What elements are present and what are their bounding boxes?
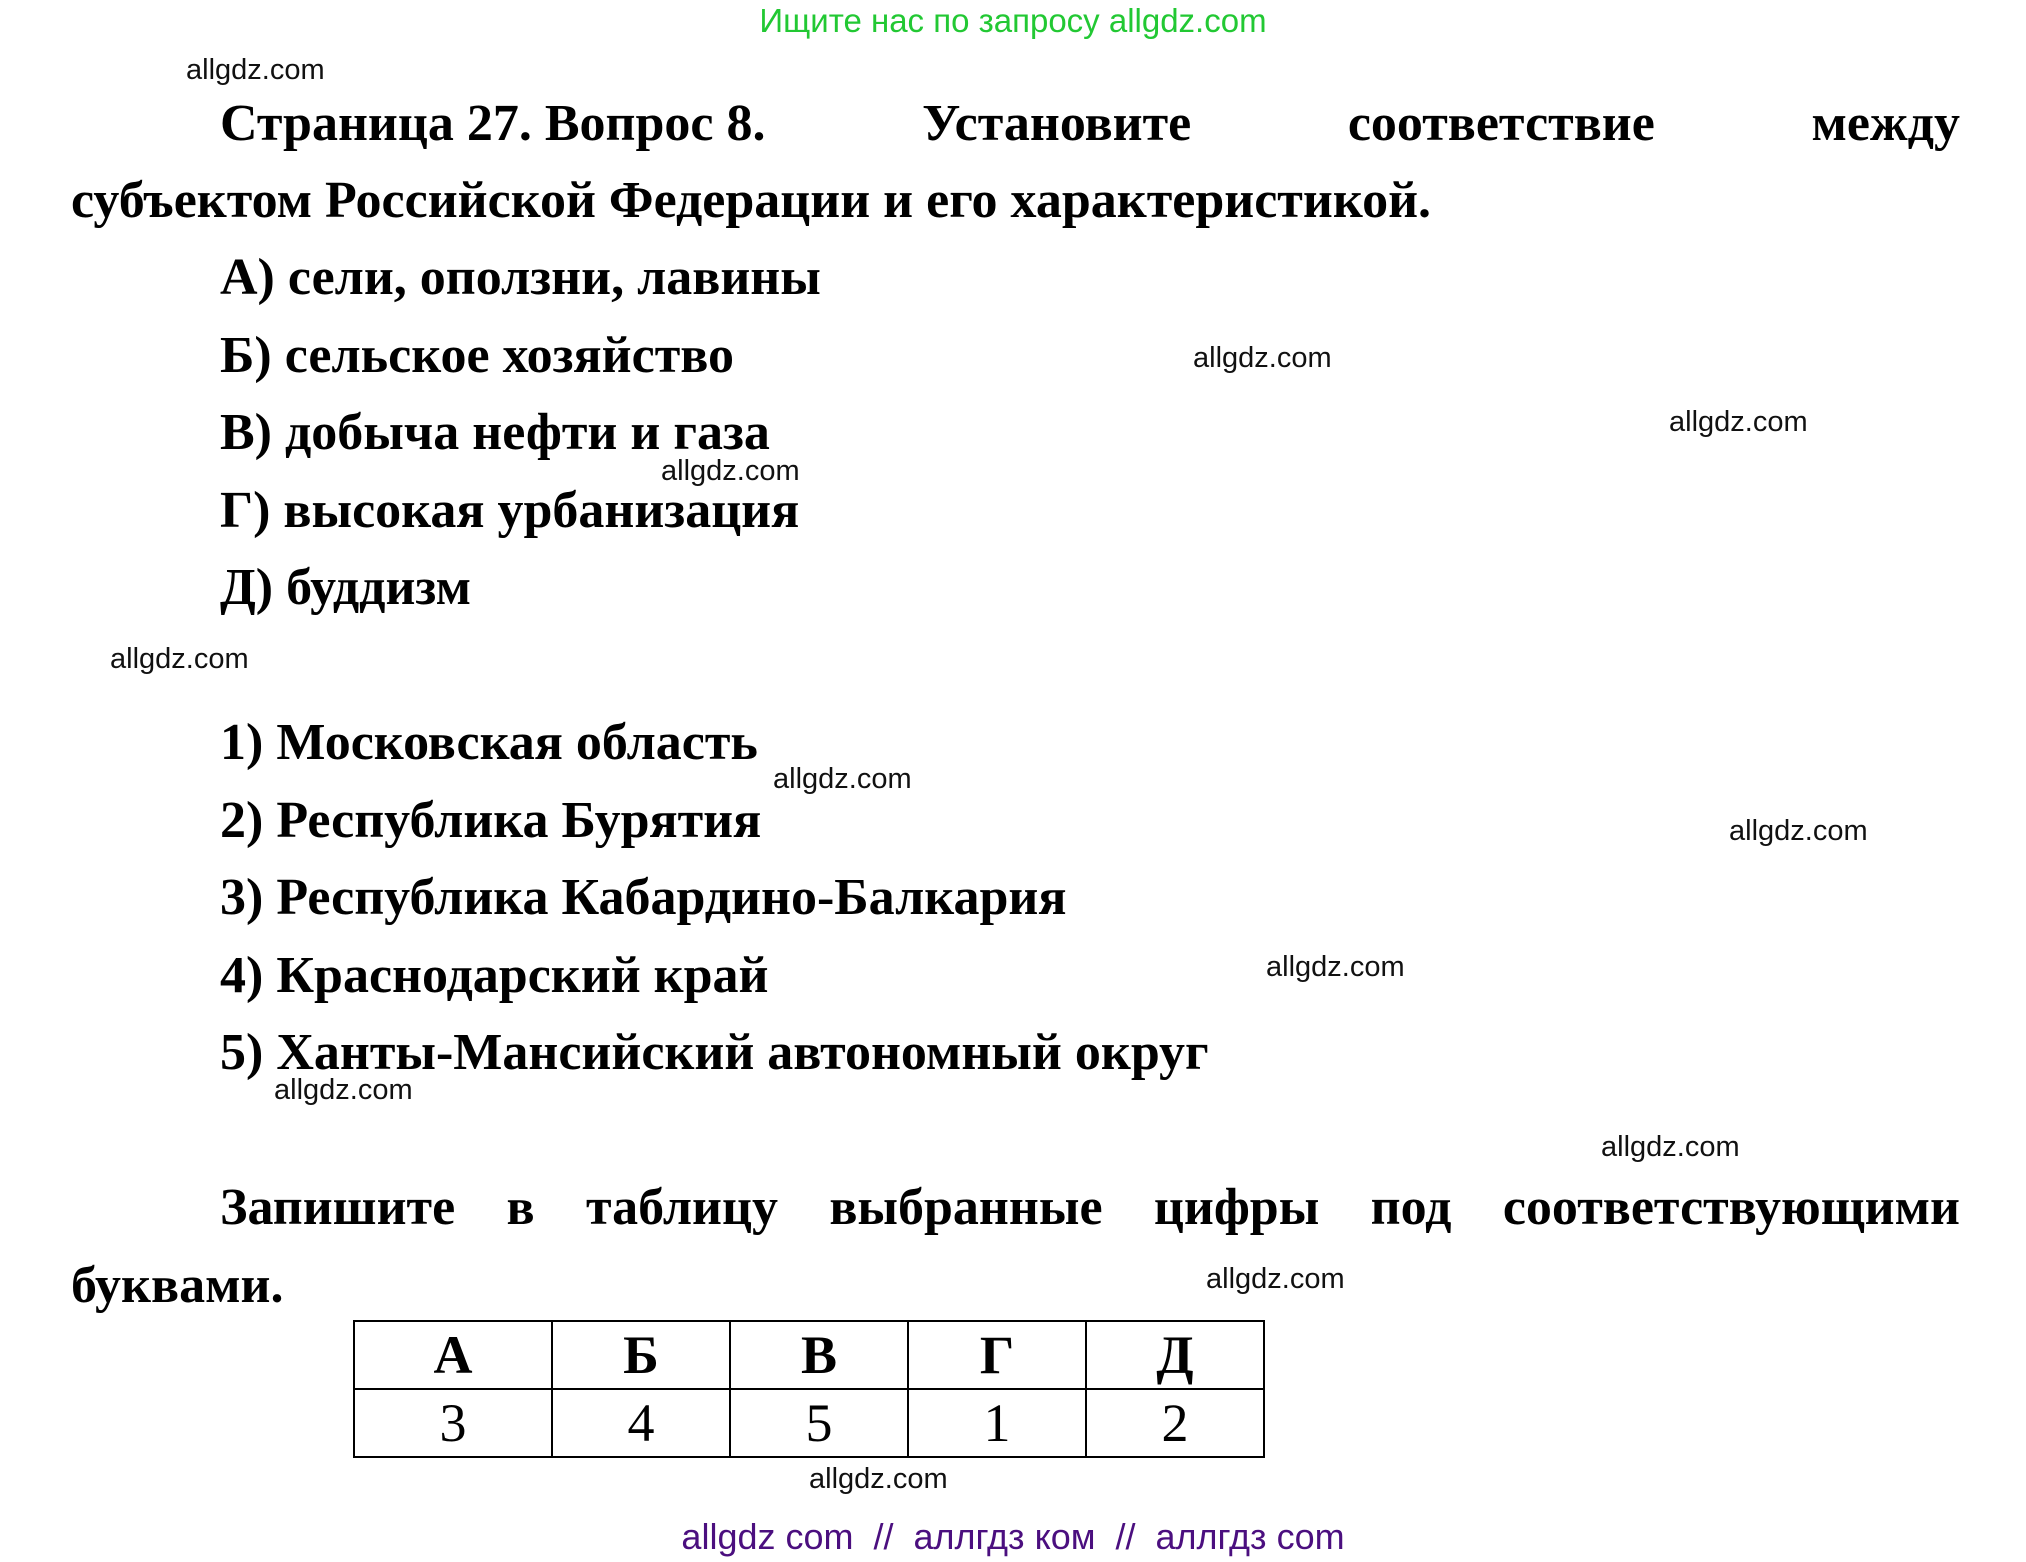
answer-table-value-row: [354, 1389, 1264, 1457]
answer-table: [353, 1320, 1265, 1458]
instruction-word: таблицу: [585, 1179, 778, 1236]
watermark: allgdz.com: [809, 1463, 948, 1495]
instruction-word: цифры: [1153, 1179, 1320, 1236]
watermark: allgdz.com: [186, 54, 325, 86]
title-word: Установите: [922, 95, 1192, 152]
title-word: между: [1811, 95, 1960, 152]
answer-table-header-row: [354, 1321, 1264, 1389]
title-word: соответствие: [1347, 95, 1655, 152]
instruction-word: Запишите: [220, 1179, 456, 1236]
watermark: allgdz.com: [1601, 1131, 1740, 1163]
header-cell-v: В: [730, 1321, 908, 1389]
characteristic-v: В) добыча нефти и газа: [220, 404, 770, 461]
instruction: [220, 1178, 1960, 1238]
header-cell-g: Г: [908, 1321, 1086, 1389]
question-title-line2: субъектом Российской Федерации и его характеристикой.: [71, 172, 1432, 229]
watermark: allgdz.com: [274, 1074, 413, 1106]
header-cell-d: Д: [1086, 1321, 1264, 1389]
watermark: allgdz.com: [773, 763, 912, 795]
value-cell-g: 1: [908, 1389, 1086, 1457]
watermark: allgdz.com: [1729, 815, 1868, 847]
instruction-word: выбранные: [829, 1179, 1103, 1236]
watermark: allgdz.com: [110, 643, 249, 675]
instruction-word: в: [506, 1179, 535, 1236]
watermark: allgdz.com: [1193, 342, 1332, 374]
instruction-word: под: [1370, 1179, 1452, 1236]
value-cell-d: 2: [1086, 1389, 1264, 1457]
header-cell-b: Б: [552, 1321, 730, 1389]
characteristic-b: Б) сельское хозяйство: [220, 327, 734, 384]
watermark: allgdz.com: [661, 455, 800, 487]
characteristic-a: А) сели, оползни, лавины: [220, 249, 821, 306]
subject-1: 1) Московская область: [220, 714, 758, 771]
subject-3: 3) Республика Кабардино-Балкария: [220, 869, 1067, 926]
watermark: allgdz.com: [1266, 951, 1405, 983]
title-word: Страница 27. Вопрос 8.: [220, 95, 766, 152]
subject-2: 2) Республика Бурятия: [220, 792, 762, 849]
subject-5: 5) Ханты-Мансийский автономный округ: [220, 1024, 1209, 1081]
characteristic-g: Г) высокая урбанизация: [220, 482, 800, 539]
instruction-word: соответствующими: [1502, 1179, 1960, 1236]
watermark: allgdz.com: [1669, 406, 1808, 438]
header-cell-a: А: [354, 1321, 552, 1389]
footer-watermark: allgdz com // аллгдз ком // аллгдз com: [681, 1516, 1345, 1557]
characteristic-d: Д) буддизм: [220, 559, 471, 616]
instruction-line2: буквами.: [71, 1257, 284, 1314]
value-cell-v: 5: [730, 1389, 908, 1457]
value-cell-b: 4: [552, 1389, 730, 1457]
subject-4: 4) Краснодарский край: [220, 947, 769, 1004]
search-banner: Ищите нас по запросу allgdz.com: [759, 2, 1267, 39]
question-title: [220, 94, 1960, 154]
value-cell-a: 3: [354, 1389, 552, 1457]
watermark: allgdz.com: [1206, 1263, 1345, 1295]
